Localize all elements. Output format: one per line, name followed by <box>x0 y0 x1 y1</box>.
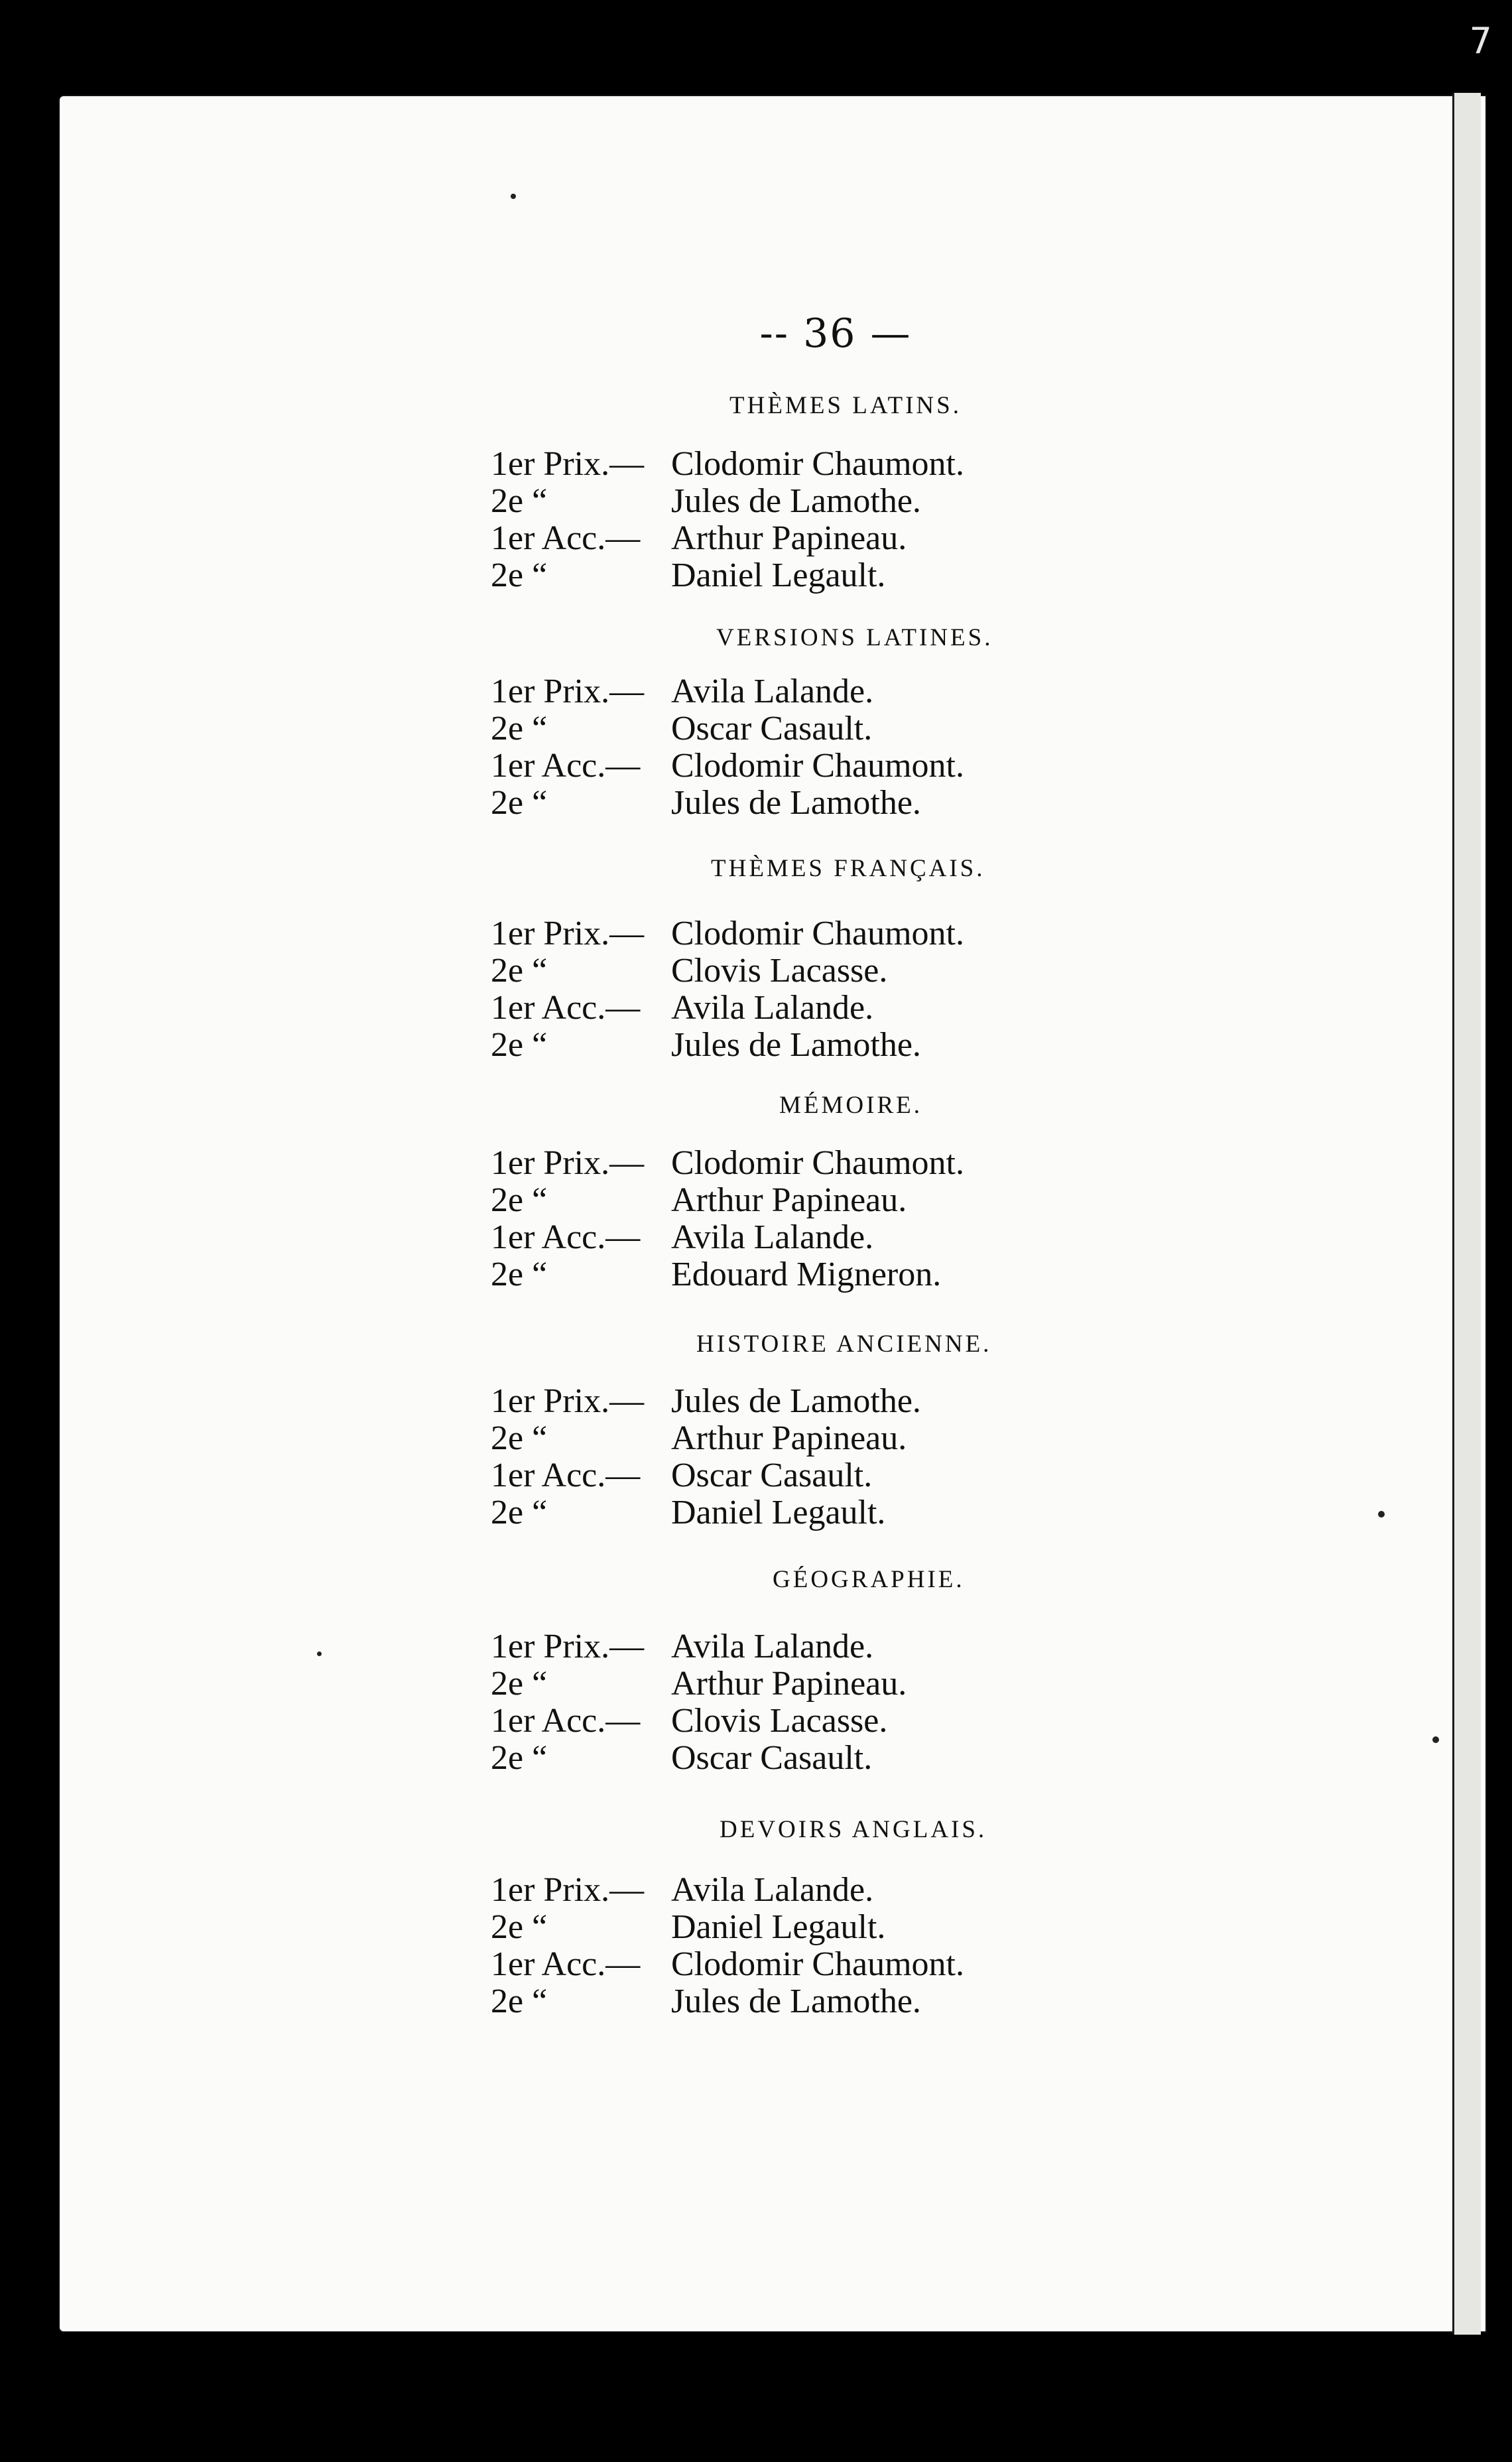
entry-name: Arthur Papineau. <box>671 1419 907 1457</box>
scan-speck <box>1432 1736 1439 1743</box>
list-item <box>491 1909 1419 1946</box>
entry-rank: 2e “ <box>491 710 548 747</box>
entry-name: Edouard Migneron. <box>671 1256 942 1293</box>
entry-name: Avila Lalande. <box>671 673 874 710</box>
entry-name: Jules de Lamothe. <box>671 1382 921 1420</box>
entry-rank: 1er Prix.— <box>491 1382 645 1420</box>
entry-rank: 1er Prix.— <box>491 1871 645 1909</box>
list-item <box>491 1027 1419 1064</box>
section-title-versions-latines: VERSIONS LATINES. <box>716 624 993 651</box>
list-item <box>491 1946 1419 1983</box>
entry-name: Avila Lalande. <box>671 1628 874 1665</box>
entry-name: Clodomir Chaumont. <box>671 1144 964 1182</box>
section-list-histoire-ancienne <box>491 1383 1419 1531</box>
entry-rank: 2e “ <box>491 1181 548 1219</box>
entry-name: Clodomir Chaumont. <box>671 747 964 785</box>
entry-rank: 2e “ <box>491 1256 548 1293</box>
section-list-geographie <box>491 1628 1419 1777</box>
list-item <box>491 1219 1419 1256</box>
entry-rank: 1er Acc.— <box>491 747 641 785</box>
entry-rank: 1er Acc.— <box>491 1457 641 1494</box>
section-title-geographie: GÉOGRAPHIE. <box>773 1566 965 1593</box>
list-item <box>491 1628 1419 1665</box>
entry-name: Avila Lalande. <box>671 1871 874 1909</box>
entry-rank: 2e “ <box>491 1494 548 1531</box>
list-item <box>491 785 1419 822</box>
list-item <box>491 952 1419 990</box>
list-item <box>491 557 1419 594</box>
scan-speck <box>511 194 516 199</box>
entry-rank: 2e “ <box>491 482 548 520</box>
list-item <box>491 1983 1419 2020</box>
entry-rank: 2e “ <box>491 1419 548 1457</box>
list-item <box>491 915 1419 952</box>
section-title-histoire-ancienne: HISTOIRE ANCIENNE. <box>696 1330 992 1358</box>
entry-name: Daniel Legault. <box>671 1908 886 1946</box>
corner-mark: 7 <box>1469 20 1492 62</box>
entry-name: Jules de Lamothe. <box>671 1026 921 1064</box>
list-item <box>491 520 1419 557</box>
page-number: -- 36 — <box>759 310 912 357</box>
entry-name: Arthur Papineau. <box>671 1665 907 1703</box>
entry-name: Jules de Lamothe. <box>671 482 921 520</box>
entry-rank: 1er Acc.— <box>491 1218 641 1256</box>
list-item <box>491 1703 1419 1740</box>
list-item <box>491 1740 1419 1777</box>
list-item <box>491 1665 1419 1703</box>
list-item <box>491 747 1419 785</box>
entry-name: Avila Lalande. <box>671 1218 874 1256</box>
list-item <box>491 1494 1419 1531</box>
entry-rank: 2e “ <box>491 1908 548 1946</box>
entry-rank: 1er Prix.— <box>491 1144 645 1182</box>
list-item <box>491 1145 1419 1182</box>
entry-rank: 1er Prix.— <box>491 673 645 710</box>
section-title-themes-francais: THÈMES FRANÇAIS. <box>711 855 985 882</box>
list-item <box>491 1182 1419 1219</box>
entry-rank: 2e “ <box>491 1665 548 1703</box>
entry-name: Daniel Legault. <box>671 556 886 594</box>
section-list-themes-latins <box>491 446 1419 594</box>
section-title-themes-latins: THÈMES LATINS. <box>729 392 962 419</box>
entry-rank: 1er Acc.— <box>491 1945 641 1983</box>
entry-name: Clodomir Chaumont. <box>671 1945 964 1983</box>
section-list-versions-latines <box>491 673 1419 822</box>
entry-name: Clodomir Chaumont. <box>671 915 964 952</box>
section-title-memoire: MÉMOIRE. <box>779 1092 922 1119</box>
list-item <box>491 673 1419 710</box>
entry-rank: 2e “ <box>491 952 548 990</box>
section-title-devoirs-anglais: DEVOIRS ANGLAIS. <box>720 1816 987 1843</box>
entry-name: Oscar Casault. <box>671 1739 873 1777</box>
entry-name: Clovis Lacasse. <box>671 952 888 990</box>
list-item <box>491 1872 1419 1909</box>
scan-speck <box>317 1652 322 1656</box>
entry-name: Arthur Papineau. <box>671 519 907 557</box>
entry-rank: 1er Acc.— <box>491 519 641 557</box>
entry-rank: 1er Prix.— <box>491 915 645 952</box>
list-item <box>491 1420 1419 1457</box>
list-item <box>491 990 1419 1027</box>
section-list-themes-francais <box>491 915 1419 1064</box>
entry-name: Oscar Casault. <box>671 1457 873 1494</box>
entry-rank: 2e “ <box>491 1026 548 1064</box>
entry-name: Jules de Lamothe. <box>671 784 921 822</box>
entry-rank: 1er Acc.— <box>491 989 641 1027</box>
entry-rank: 1er Acc.— <box>491 1702 641 1740</box>
section-list-memoire <box>491 1145 1419 1293</box>
list-item <box>491 446 1419 483</box>
list-item <box>491 710 1419 747</box>
entry-name: Arthur Papineau. <box>671 1181 907 1219</box>
entry-name: Jules de Lamothe. <box>671 1982 921 2020</box>
entry-rank: 2e “ <box>491 1982 548 2020</box>
entry-name: Clodomir Chaumont. <box>671 445 964 483</box>
entry-rank: 2e “ <box>491 784 548 822</box>
page-edge <box>1452 93 1481 2335</box>
entry-rank: 2e “ <box>491 556 548 594</box>
entry-name: Clovis Lacasse. <box>671 1702 888 1740</box>
entry-rank: 1er Prix.— <box>491 1628 645 1665</box>
entry-name: Oscar Casault. <box>671 710 873 747</box>
list-item <box>491 483 1419 520</box>
section-list-devoirs-anglais <box>491 1872 1419 2020</box>
scan-speck <box>1378 1511 1385 1518</box>
entry-rank: 2e “ <box>491 1739 548 1777</box>
entry-name: Avila Lalande. <box>671 989 874 1027</box>
list-item <box>491 1457 1419 1494</box>
list-item <box>491 1383 1419 1420</box>
list-item <box>491 1256 1419 1293</box>
entry-rank: 1er Prix.— <box>491 445 645 483</box>
entry-name: Daniel Legault. <box>671 1494 886 1531</box>
